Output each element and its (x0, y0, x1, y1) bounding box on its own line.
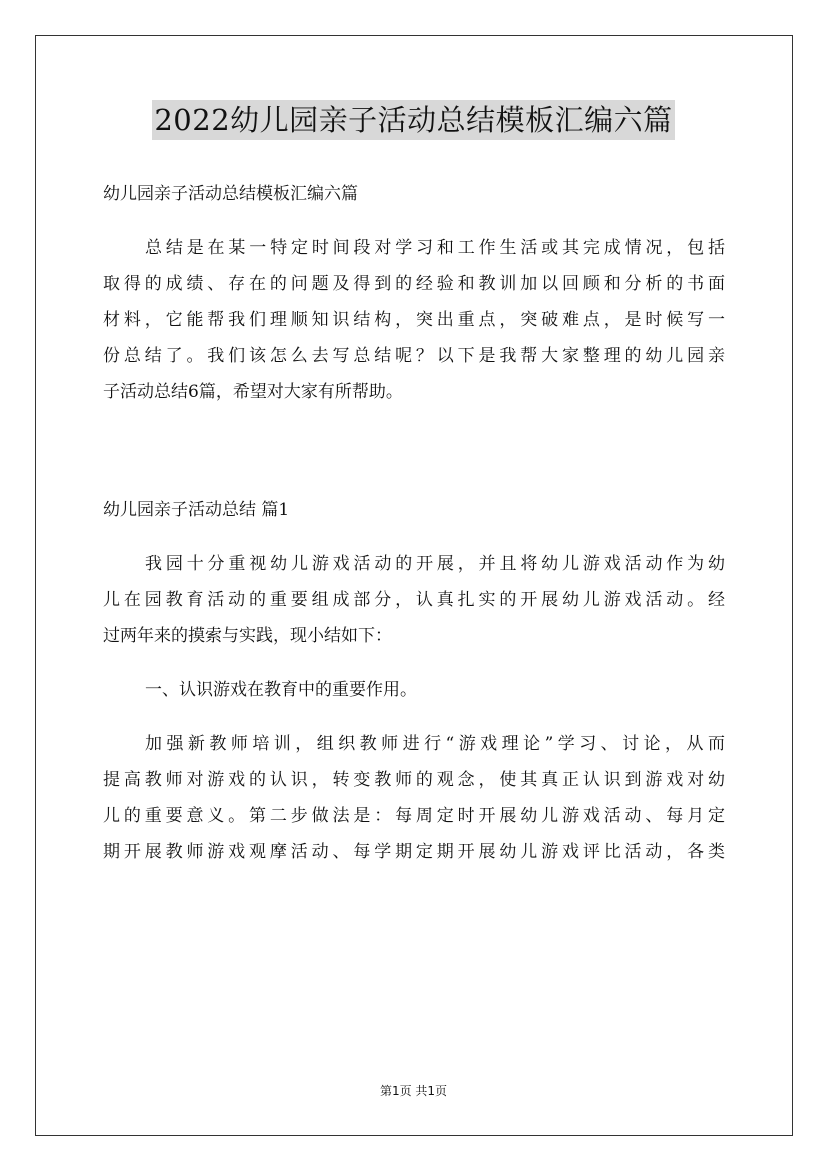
intro-line: 子活动总结6篇，希望对大家有所帮助。 (103, 382, 403, 402)
intro-paragraph (103, 230, 725, 410)
paragraph-line: 过两年来的摸索与实践，现小结如下： (103, 626, 392, 646)
page-number: 第1页 共1页 (379, 1084, 448, 1098)
paragraph-line: 提高教师对游戏的认识，转变教师的观念，使其真正认识到游戏对幼 (103, 770, 725, 790)
paragraph-line: 我园十分重视幼儿游戏活动的开展，并且将幼儿游戏活动作为幼 (145, 554, 725, 574)
document-body (103, 176, 725, 888)
paragraph-line: 期开展教师游戏观摩活动、每学期定期开展幼儿游戏评比活动，各类 (103, 842, 725, 862)
intro-line: 取得的成绩、存在的问题及得到的经验和教训加以回顾和分析的书面 (103, 274, 725, 294)
title-container (0, 100, 827, 140)
paragraph-line: 儿的重要意义。第二步做法是：每周定时开展幼儿游戏活动、每月定 (103, 806, 725, 826)
section-gap (103, 428, 725, 492)
paragraph-line: 加强新教师培训，组织教师进行“游戏理论”学习、讨论，从而 (145, 734, 725, 754)
intro-line: 材料，它能帮我们理顺知识结构，突出重点，突破难点，是时候写一 (103, 310, 725, 330)
paragraph-line: 儿在园教育活动的重要组成部分，认真扎实的开展幼儿游戏活动。经 (103, 590, 725, 610)
section1-paragraph-2 (103, 726, 725, 870)
section1-paragraph (103, 546, 725, 654)
point-heading: 一、认识游戏在教育中的重要作用。 (145, 680, 417, 700)
section1-point (103, 672, 725, 708)
document-title: 2022幼儿园亲子活动总结模板汇编六篇 (152, 100, 674, 140)
intro-line: 份总结了。我们该怎么去写总结呢？以下是我帮大家整理的幼儿园亲 (103, 346, 725, 366)
document-subtitle: 幼儿园亲子活动总结模板汇编六篇 (103, 184, 358, 204)
intro-line: 总结是在某一特定时间段对学习和工作生活或其完成情况，包括 (145, 238, 725, 258)
section-heading: 幼儿园亲子活动总结 篇1 (103, 500, 290, 520)
